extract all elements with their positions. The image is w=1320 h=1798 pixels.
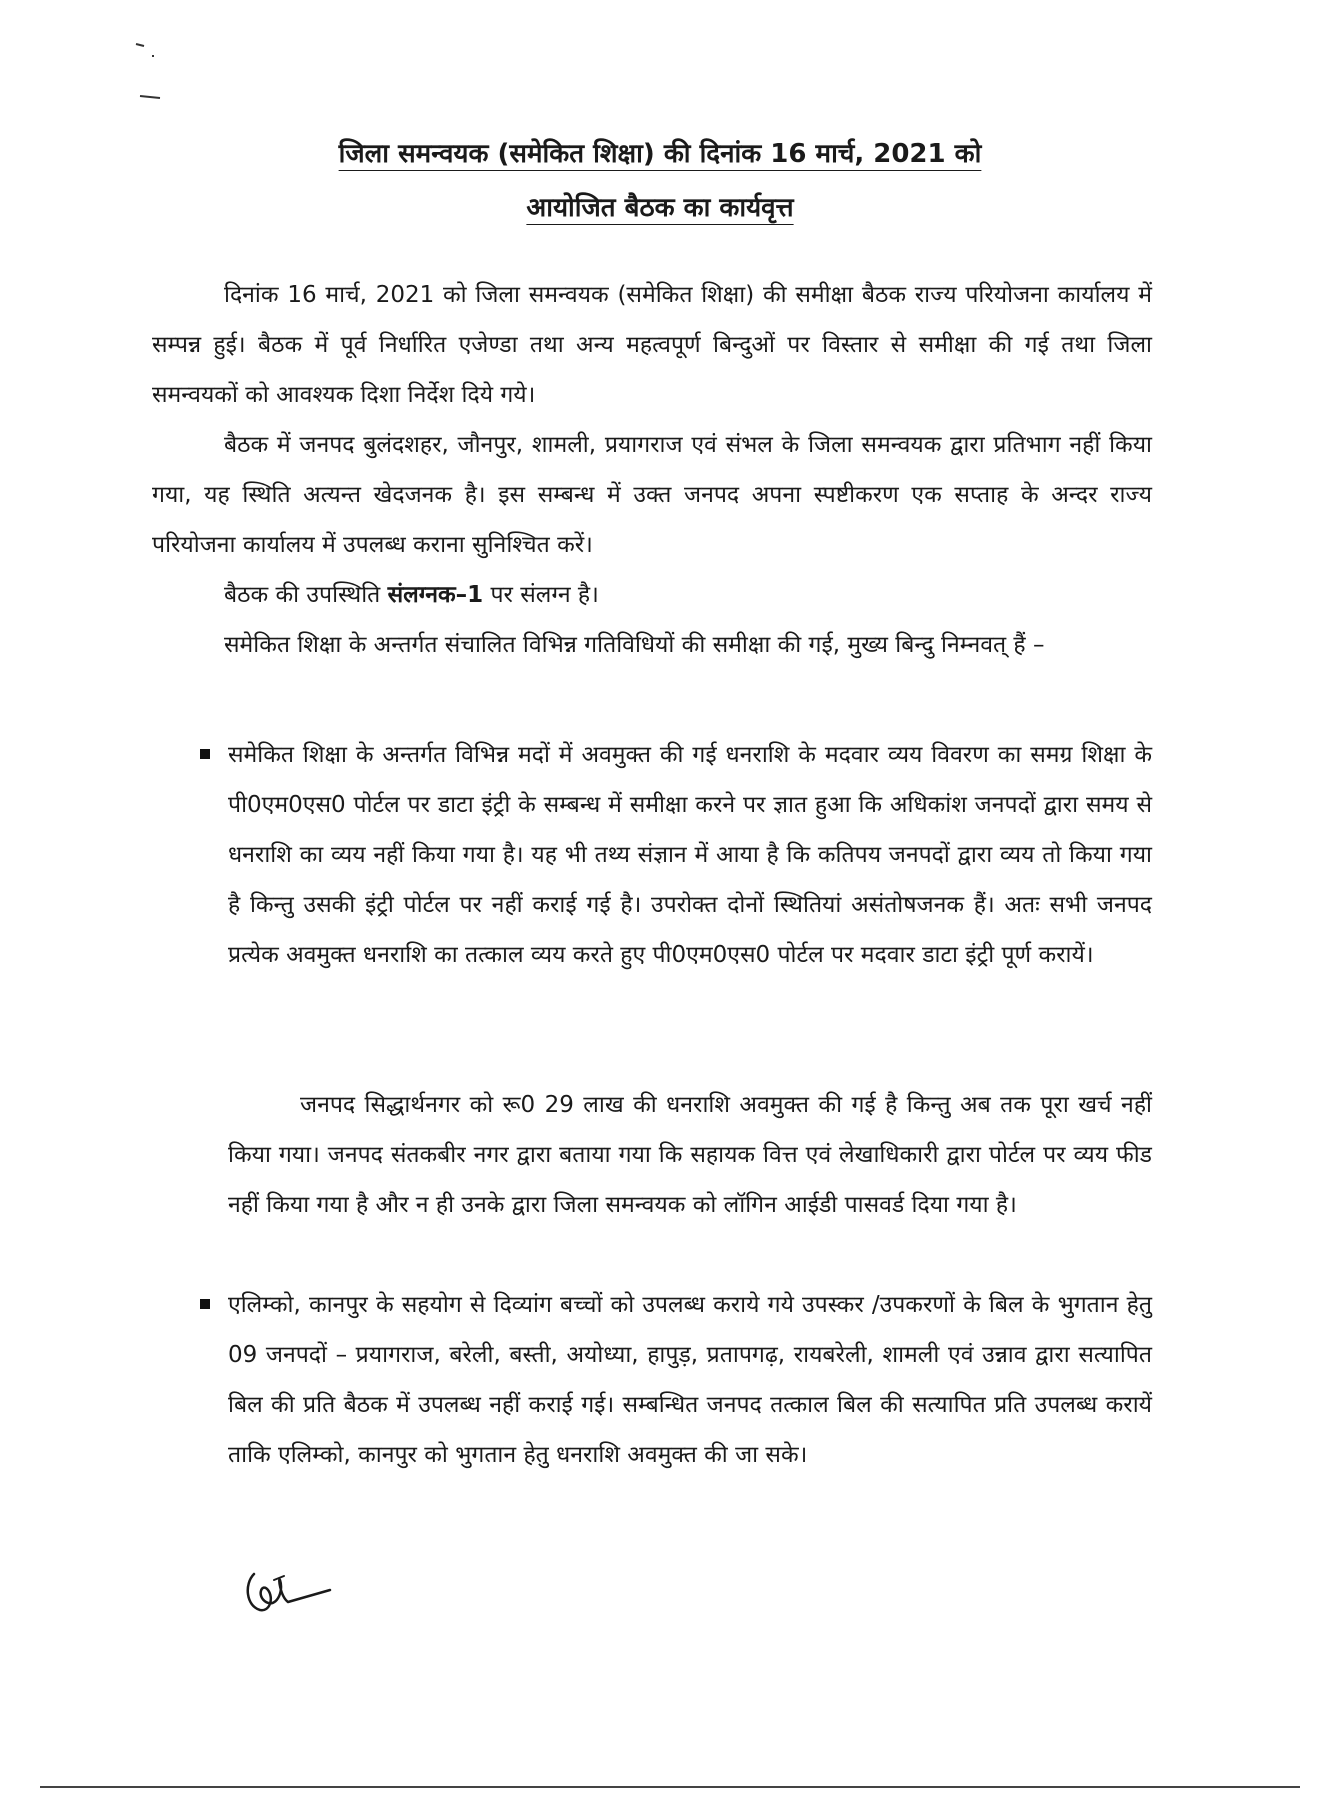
bullet-1-text: समेकित शिक्षा के अन्तर्गत विभिन्न मदों में अवमुक्त की गई धनराशि के मदवार व्यय विवरण का समग्र शिक्षा के पी0एम0एस0 पोर्टल पर डाटा इंट्री के सम्बन्ध में समीक्षा करने पर ज्ञात हुआ कि अधिकांश जनपदों द्वारा समय से धनराशि का व्यय नहीं किया गया है। यह भी तथ्य संज्ञान में आया है कि कतिपय जनपदों द्वारा व्यय तो किया गया है किन्तु उसकी इंट्री पोर्टल पर नहीं कराई गई है। उपरोक्त दोनों स्थितियां असंतोषजनक हैं। अतः सभी जनपद प्रत्येक अवमुक्त धनराशि का तत्काल व्यय करते हुए पी0एम0एस0 पोर्टल पर मदवार डाटा इंट्री पूर्ण करायें।: [228, 742, 1152, 968]
bullet-1-subparagraph: जनपद सिद्धार्थनगर को रू0 29 लाख की धनराशि अवमुक्त की गई है किन्तु अब तक पूरा खर्च नहीं किया गया। जनपद संतकबीर नगर द्वारा बताया गया कि सहायक वित्त एवं लेखाधिकारी द्वारा पोर्टल पर व्यय फीड नहीं किया गया है और न ही उनके द्वारा जिला समन्वयक को लॉगिन आईडी पासवर्ड दिया गया है।: [228, 1092, 1152, 1218]
paragraph-1: दिनांक 16 मार्च, 2021 को जिला समन्वयक (समेकित शिक्षा) की समीक्षा बैठक राज्य परियोजना कार्यालय में सम्पन्न हुई। बैठक में पूर्व निर्धारित एजेण्डा तथा अन्य महत्वपूर्ण बिन्दुओं पर विस्तार से समीक्षा की गई तथा जिला समन्वयकों को आवश्यक दिशा निर्देश दिये गये।: [152, 282, 1152, 408]
bullet-item-2: [152, 1280, 1152, 1480]
title-text-2: आयोजित बैठक का कार्यवृत्त: [526, 193, 794, 223]
scan-speck: [140, 96, 160, 98]
title-text-1: जिला समन्वयक (समेकित शिक्षा) की दिनांक 16 मार्च, 2021 को: [338, 139, 982, 169]
document-title-line-2: [200, 188, 1120, 224]
page-bottom-border: [40, 1786, 1300, 1788]
annexure-reference: संलग्नक–1: [387, 582, 484, 608]
signature-mark: [240, 1566, 360, 1626]
square-bullet-icon: [200, 1299, 210, 1309]
scan-specks: [0, 0, 1320, 200]
paragraph-2: बैठक में जनपद बुलंदशहर, जौनपुर, शामली, प्रयागराज एवं संभल के जिला समन्वयक द्वारा प्रतिभाग नहीं किया गया, यह स्थिति अत्यन्त खेदजनक है। इस सम्बन्ध में उक्त जनपद अपना स्पष्टीकरण एक सप्ताह के अन्दर राज्य परियोजना कार्यालय में उपलब्ध कराना सुनिश्चित करें।: [152, 432, 1152, 558]
paragraph-3-prefix: बैठक की उपस्थिति: [224, 582, 388, 608]
scan-speck: [136, 44, 144, 46]
paragraph-3-suffix: पर संलग्न है।: [483, 582, 599, 608]
document-title-line-1: [200, 134, 1120, 170]
square-bullet-icon: [200, 749, 210, 759]
bullet-item-1: [152, 730, 1152, 980]
bullet-2-text: एलिम्को, कानपुर के सहयोग से दिव्यांग बच्चों को उपलब्ध कराये गये उपस्कर /उपकरणों के बिल के भुगतान हेतु 09 जनपदों – प्रयागराज, बरेली, बस्ती, अयोध्या, हापुड़, प्रतापगढ़, रायबरेली, शामली एवं उन्नाव द्वारा सत्यापित बिल की प्रति बैठक में उपलब्ध नहीं कराई गई। सम्बन्धित जनपद तत्काल बिल की सत्यापित प्रति उपलब्ध करायें ताकि एलिम्को, कानपुर को भुगतान हेतु धनराशि अवमुक्त की जा सके।: [228, 1292, 1152, 1468]
paragraph-3: [152, 570, 1152, 620]
paragraph-4: समेकित शिक्षा के अन्तर्गत संचालित विभिन्न गतिविधियों की समीक्षा की गई, मुख्य बिन्दु निम्नवत् हैं –: [224, 632, 1045, 658]
